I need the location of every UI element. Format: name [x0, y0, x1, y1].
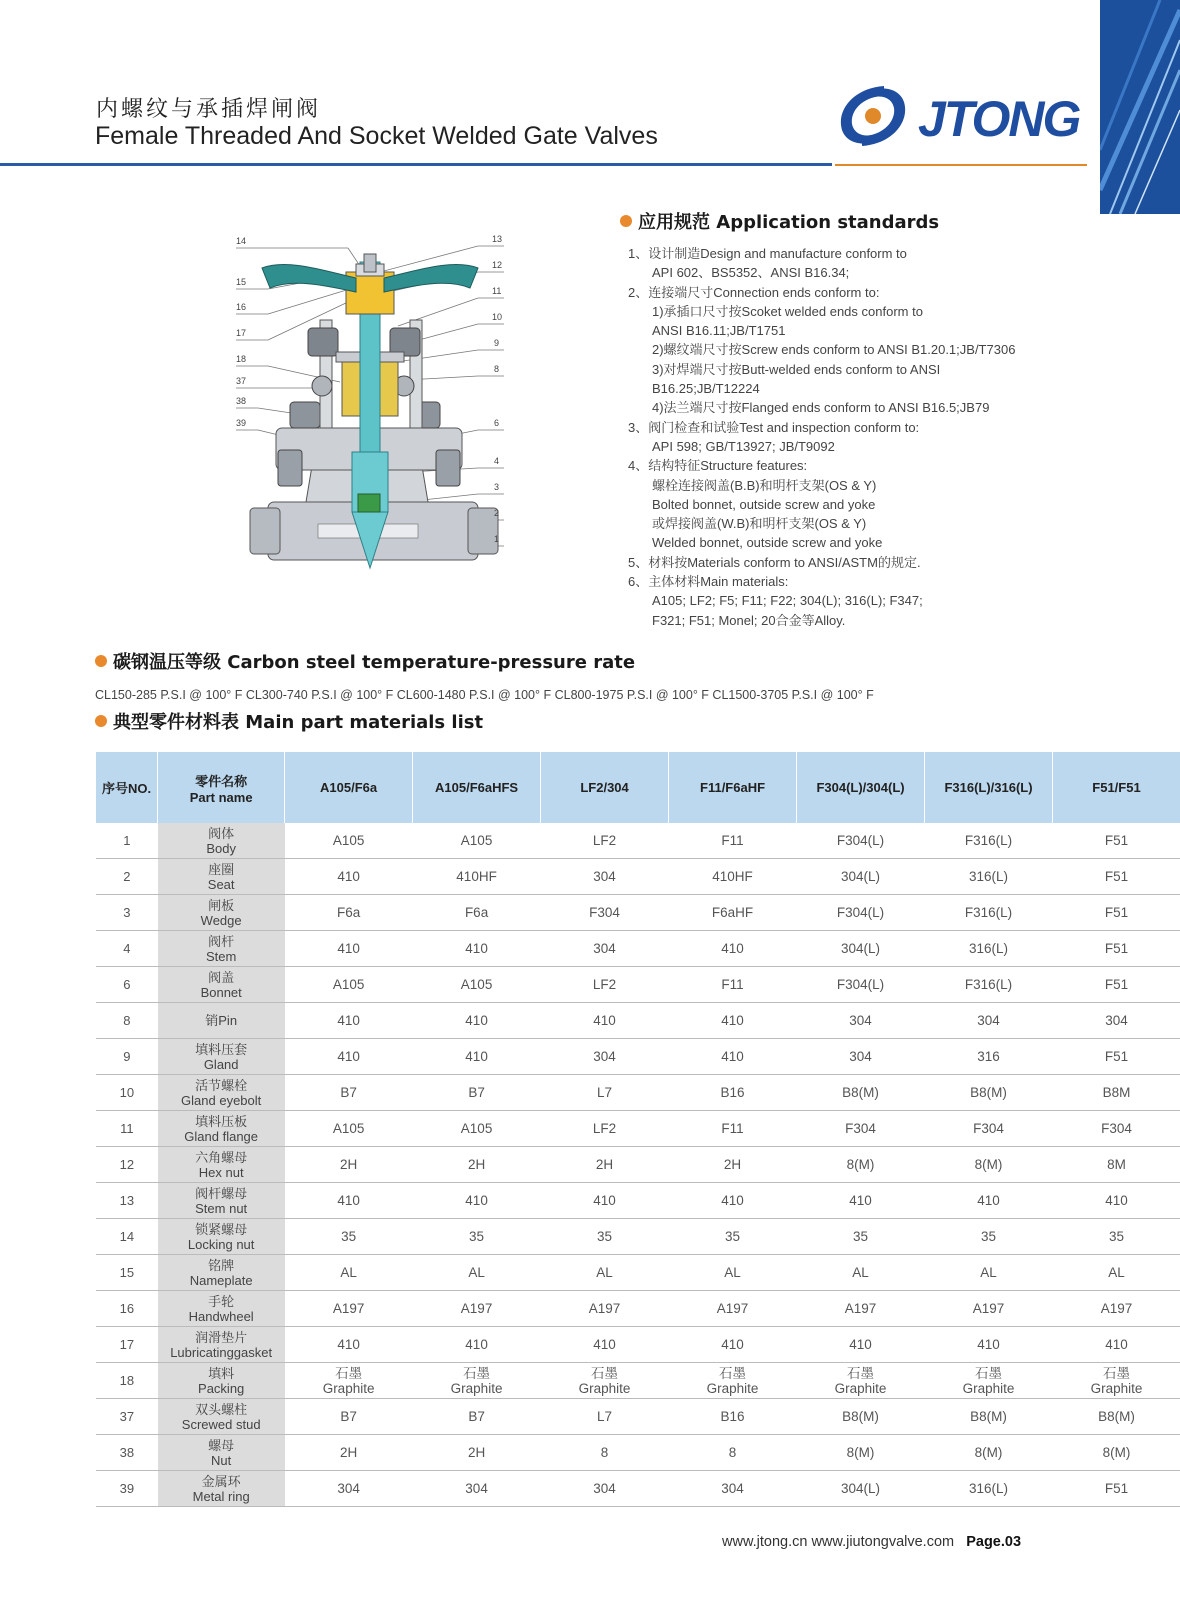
part-name: 填料压套 Gland [158, 1039, 285, 1075]
table-row [96, 1075, 1180, 1111]
table-row [96, 1111, 1180, 1147]
material-cell: A197 [1053, 1291, 1180, 1327]
material-cell: 2H [413, 1147, 541, 1183]
table-row [96, 1147, 1180, 1183]
material-cell: F11 [669, 1111, 797, 1147]
callout-left: 37 [236, 376, 247, 386]
material-cell: 304 [541, 859, 669, 895]
table-row [96, 1291, 1180, 1327]
material-cell: B8(M) [1053, 1399, 1180, 1435]
row-number: 18 [96, 1363, 158, 1399]
material-cell: B16 [669, 1075, 797, 1111]
standards-heading [620, 208, 939, 234]
material-cell: F304(L) [797, 895, 925, 931]
standards-line: A105; LF2; F5; F11; F22; 304(L); 316(L); F347; [652, 593, 923, 609]
material-cell: 8(M) [925, 1435, 1053, 1471]
table-row [96, 1255, 1180, 1291]
material-cell: A197 [413, 1291, 541, 1327]
row-number: 37 [96, 1399, 158, 1435]
material-cell: B7 [285, 1075, 413, 1111]
part-name: 螺母 Nut [158, 1435, 285, 1471]
material-cell: A197 [285, 1291, 413, 1327]
materials-table [96, 752, 1180, 1507]
logo-underline [835, 164, 1087, 166]
material-cell: 410 [541, 1003, 669, 1039]
material-cell: AL [541, 1255, 669, 1291]
table-row [96, 1039, 1180, 1075]
material-cell: 304 [541, 1471, 669, 1507]
material-cell: B7 [413, 1075, 541, 1111]
material-cell: B7 [413, 1399, 541, 1435]
material-cell: A197 [797, 1291, 925, 1327]
callout-right: 11 [492, 286, 502, 296]
rate-title: 碳钢温压等级 Carbon steel temperature-pressure rate [113, 652, 636, 673]
standards-line: 1)承插口尺寸按Scoket welded ends conform to [652, 303, 923, 319]
material-cell: F304(L) [797, 967, 925, 1003]
standards-line: ANSI B16.11;JB/T1751 [652, 323, 786, 339]
material-cell: AL [925, 1255, 1053, 1291]
material-cell: 石墨 Graphite [413, 1363, 541, 1399]
material-cell: A105 [285, 967, 413, 1003]
table-row [96, 1435, 1180, 1471]
material-cell: 410 [413, 1003, 541, 1039]
material-cell: F316(L) [925, 967, 1053, 1003]
callout-right: 9 [494, 338, 500, 348]
valve-diagram [228, 232, 512, 592]
part-name: 销Pin [158, 1003, 285, 1039]
material-cell: B8(M) [797, 1075, 925, 1111]
material-cell: F11 [669, 823, 797, 859]
part-name: 锁紧螺母 Locking nut [158, 1219, 285, 1255]
material-cell: AL [413, 1255, 541, 1291]
material-cell: 35 [669, 1219, 797, 1255]
material-cell: 2H [541, 1147, 669, 1183]
material-cell: L7 [541, 1075, 669, 1111]
material-cell: 316(L) [925, 859, 1053, 895]
material-cell: F304 [925, 1111, 1053, 1147]
material-cell: F11 [669, 967, 797, 1003]
material-cell: 410HF [413, 859, 541, 895]
footer-urls: www.jtong.cn www.jiutongvalve.com [722, 1534, 955, 1550]
material-cell: AL [285, 1255, 413, 1291]
standards-line: B16.25;JB/T12224 [652, 381, 760, 397]
material-cell: F6aHF [669, 895, 797, 931]
table-row [96, 1399, 1180, 1435]
column-header: F11/F6aHF [669, 752, 797, 823]
material-cell: 410 [669, 1183, 797, 1219]
material-cell: 410 [285, 1003, 413, 1039]
material-cell: 2H [285, 1147, 413, 1183]
material-cell: 410 [1053, 1327, 1180, 1363]
material-cell: 304 [541, 931, 669, 967]
material-cell: F304 [541, 895, 669, 931]
page-number: Page.03 [966, 1534, 1022, 1550]
material-cell: 石墨 Graphite [669, 1363, 797, 1399]
standards-line: API 598; GB/T13927; JB/T9092 [652, 438, 835, 454]
materials-title: 典型零件材料表 Main part materials list [113, 712, 484, 733]
material-cell: A197 [925, 1291, 1053, 1327]
callout-right: 10 [492, 312, 503, 322]
material-cell: 2H [285, 1435, 413, 1471]
material-cell: 35 [1053, 1219, 1180, 1255]
standards-line: Bolted bonnet, outside screw and yoke [652, 496, 876, 512]
part-name: 六角螺母 Hex nut [158, 1147, 285, 1183]
part-name: 手轮 Handwheel [158, 1291, 285, 1327]
material-cell: 35 [413, 1219, 541, 1255]
material-cell: 304 [541, 1039, 669, 1075]
material-cell: F51 [1053, 931, 1180, 967]
callout-left: 18 [236, 354, 247, 364]
material-cell: LF2 [541, 823, 669, 859]
part-name: 闸板 Wedge [158, 895, 285, 931]
material-cell: 410 [285, 1327, 413, 1363]
material-cell: 2H [413, 1435, 541, 1471]
column-header: F316(L)/316(L) [925, 752, 1053, 823]
material-cell: A105 [413, 1111, 541, 1147]
material-cell: 410 [797, 1183, 925, 1219]
material-cell: 304 [925, 1003, 1053, 1039]
material-cell: B7 [285, 1399, 413, 1435]
standards-line: 4)法兰端尺寸按Flanged ends conform to ANSI B16.5;JB79 [652, 400, 990, 416]
part-name: 座圈 Seat [158, 859, 285, 895]
material-cell: A197 [541, 1291, 669, 1327]
callout-right: 1 [494, 534, 500, 544]
material-cell: 8(M) [797, 1147, 925, 1183]
table-row [96, 967, 1180, 1003]
material-cell: 410 [413, 1183, 541, 1219]
standards-line: 2、连接端尺寸Connection ends conform to: [628, 284, 880, 300]
callout-right: 3 [494, 482, 500, 492]
material-cell: F51 [1053, 1471, 1180, 1507]
material-cell: 石墨 Graphite [1053, 1363, 1180, 1399]
bullet-dot [95, 715, 107, 727]
material-cell: 316 [925, 1039, 1053, 1075]
material-cell: 8(M) [1053, 1435, 1180, 1471]
rate-values: CL150-285 P.S.I @ 100° F CL300-740 P.S.I @ 100° F CL600-1480 P.S.I @ 100° F CL800-1975 P.S.I @ 100° F CL1500-3705 P.S.I @ 100° F [95, 688, 874, 702]
material-cell: F304 [1053, 1111, 1180, 1147]
standards-list [628, 244, 1078, 630]
material-cell: 410 [413, 1039, 541, 1075]
part-name: 阀体 Body [158, 823, 285, 859]
materials-header-row [96, 752, 1180, 823]
standards-line: Welded bonnet, outside screw and yoke [652, 535, 883, 551]
material-cell: 304(L) [797, 1471, 925, 1507]
materials-table-head [96, 752, 1180, 823]
material-cell: LF2 [541, 1111, 669, 1147]
material-cell: 石墨 Graphite [285, 1363, 413, 1399]
row-number: 8 [96, 1003, 158, 1039]
material-cell: 石墨 Graphite [541, 1363, 669, 1399]
material-cell: 8 [669, 1435, 797, 1471]
material-cell: 410 [285, 931, 413, 967]
column-header: 零件名称 Part name [158, 752, 285, 823]
standards-line: 3、阀门检查和试验Test and inspection conform to: [628, 419, 920, 435]
callout-right: 4 [494, 456, 500, 466]
material-cell: A105 [413, 823, 541, 859]
material-cell: 410 [413, 1327, 541, 1363]
callout-left: 38 [236, 396, 247, 406]
callout-left: 16 [236, 302, 247, 312]
material-cell: F304 [797, 1111, 925, 1147]
material-cell: F316(L) [925, 895, 1053, 931]
material-cell: B16 [669, 1399, 797, 1435]
table-row [96, 1003, 1180, 1039]
material-cell: 2H [669, 1147, 797, 1183]
table-row [96, 823, 1180, 859]
part-name: 阀杆螺母 Stem nut [158, 1183, 285, 1219]
standards-line: 螺栓连接阀盖(B.B)和明杆支架(OS & Y) [652, 477, 877, 493]
material-cell: 410 [669, 1039, 797, 1075]
bullet-dot [620, 215, 632, 227]
standards-line: 或焊接阀盖(W.B)和明杆支架(OS & Y) [652, 516, 867, 532]
corner-decoration [1100, 0, 1180, 214]
table-row [96, 859, 1180, 895]
material-cell: F51 [1053, 967, 1180, 1003]
header-divider [0, 163, 832, 166]
material-cell: 35 [285, 1219, 413, 1255]
column-header: F304(L)/304(L) [797, 752, 925, 823]
row-number: 16 [96, 1291, 158, 1327]
material-cell: 8M [1053, 1147, 1180, 1183]
material-cell: 410HF [669, 859, 797, 895]
material-cell: 8 [541, 1435, 669, 1471]
material-cell: F6a [413, 895, 541, 931]
table-row [96, 931, 1180, 967]
part-name: 润滑垫片 Lubricatinggasket [158, 1327, 285, 1363]
material-cell: 304 [797, 1003, 925, 1039]
material-cell: B8(M) [925, 1399, 1053, 1435]
table-row [96, 895, 1180, 931]
logo-text: JTONG [918, 91, 1080, 147]
row-number: 4 [96, 931, 158, 967]
row-number: 3 [96, 895, 158, 931]
material-cell: F51 [1053, 859, 1180, 895]
material-cell: 410 [669, 1327, 797, 1363]
material-cell: 316(L) [925, 1471, 1053, 1507]
material-cell: B8(M) [797, 1399, 925, 1435]
page-footer [722, 1534, 1021, 1550]
row-number: 10 [96, 1075, 158, 1111]
part-name: 阀杆 Stem [158, 931, 285, 967]
material-cell: B8M [1053, 1075, 1180, 1111]
page-title-en: Female Threaded And Socket Welded Gate Valves [95, 122, 658, 150]
standards-line: 6、主体材料Main materials: [628, 574, 789, 590]
table-row [96, 1219, 1180, 1255]
material-cell: 410 [413, 931, 541, 967]
material-cell: F51 [1053, 823, 1180, 859]
material-cell: 410 [925, 1327, 1053, 1363]
material-cell: 石墨 Graphite [925, 1363, 1053, 1399]
material-cell: 410 [541, 1183, 669, 1219]
material-cell: 35 [797, 1219, 925, 1255]
callout-right: 13 [492, 234, 503, 244]
material-cell: 304 [1053, 1003, 1180, 1039]
row-number: 17 [96, 1327, 158, 1363]
standards-line: 2)螺纹端尺寸按Screw ends conform to ANSI B1.20.1;JB/T7306 [652, 342, 1016, 358]
material-cell: L7 [541, 1399, 669, 1435]
row-number: 1 [96, 823, 158, 859]
material-cell: 304(L) [797, 859, 925, 895]
column-header: A105/F6a [285, 752, 413, 823]
material-cell: 410 [285, 1039, 413, 1075]
standards-title: 应用规范 Application standards [638, 212, 940, 233]
material-cell: 410 [669, 931, 797, 967]
material-cell: A105 [285, 823, 413, 859]
part-name: 金属环 Metal ring [158, 1471, 285, 1507]
standards-line: API 602、BS5352、ANSI B16.34; [652, 265, 850, 281]
material-cell: AL [669, 1255, 797, 1291]
row-number: 13 [96, 1183, 158, 1219]
material-cell: 石墨 Graphite [797, 1363, 925, 1399]
material-cell: 304 [413, 1471, 541, 1507]
material-cell: 8(M) [797, 1435, 925, 1471]
material-cell: F51 [1053, 1039, 1180, 1075]
material-cell: 410 [669, 1003, 797, 1039]
part-name: 阀盖 Bonnet [158, 967, 285, 1003]
material-cell: 35 [925, 1219, 1053, 1255]
row-number: 2 [96, 859, 158, 895]
material-cell: 304 [797, 1039, 925, 1075]
material-cell: 304(L) [797, 931, 925, 967]
callout-left: 39 [236, 418, 247, 428]
row-number: 11 [96, 1111, 158, 1147]
material-cell: F304(L) [797, 823, 925, 859]
material-cell: 410 [541, 1327, 669, 1363]
material-cell: 304 [669, 1471, 797, 1507]
material-cell: LF2 [541, 967, 669, 1003]
row-number: 6 [96, 967, 158, 1003]
material-cell: 35 [541, 1219, 669, 1255]
row-number: 12 [96, 1147, 158, 1183]
row-number: 38 [96, 1435, 158, 1471]
material-cell: 410 [797, 1327, 925, 1363]
material-cell: 410 [1053, 1183, 1180, 1219]
column-header: 序号NO. [96, 752, 158, 823]
callout-right: 8 [494, 364, 500, 374]
standards-line: F321; F51; Monel; 20合金等Alloy. [652, 612, 846, 628]
material-cell: A105 [413, 967, 541, 1003]
material-cell: 410 [925, 1183, 1053, 1219]
materials-heading [95, 708, 483, 734]
material-cell: F316(L) [925, 823, 1053, 859]
part-name: 填料 Packing [158, 1363, 285, 1399]
material-cell: 316(L) [925, 931, 1053, 967]
column-header: LF2/304 [541, 752, 669, 823]
material-cell: F51 [1053, 895, 1180, 931]
standards-line: 3)对焊端尺寸按Butt-welded ends conform to ANSI [652, 361, 941, 377]
callout-right: 6 [494, 418, 500, 428]
standards-line: 1、设计制造Design and manufacture conform to [628, 246, 907, 261]
part-name: 铭牌 Nameplate [158, 1255, 285, 1291]
callout-right: 2 [494, 508, 500, 518]
jtong-logo-mark [841, 86, 905, 146]
material-cell: 304 [285, 1471, 413, 1507]
material-cell: B8(M) [925, 1075, 1053, 1111]
standards-line: 5、材料按Materials conform to ANSI/ASTM的规定. [628, 554, 921, 570]
callout-right: 12 [492, 260, 503, 270]
part-name: 填料压板 Gland flange [158, 1111, 285, 1147]
jtong-logo [832, 76, 1092, 156]
page-title-cn: 内螺纹与承插焊闸阀 [96, 97, 322, 122]
material-cell: A197 [669, 1291, 797, 1327]
bullet-dot [95, 655, 107, 667]
rate-heading [95, 648, 635, 674]
standards-line: 4、结构特征Structure features: [628, 458, 808, 474]
column-header: F51/F51 [1053, 752, 1180, 823]
material-cell: AL [1053, 1255, 1180, 1291]
table-row [96, 1363, 1180, 1399]
row-number: 39 [96, 1471, 158, 1507]
part-name: 双头螺柱 Screwed stud [158, 1399, 285, 1435]
material-cell: A105 [285, 1111, 413, 1147]
callout-left: 17 [236, 328, 247, 338]
callout-left: 15 [236, 277, 247, 287]
material-cell: 410 [285, 1183, 413, 1219]
row-number: 9 [96, 1039, 158, 1075]
callout-left: 14 [236, 236, 247, 246]
materials-table-body [96, 823, 1180, 1507]
row-number: 14 [96, 1219, 158, 1255]
table-row [96, 1471, 1180, 1507]
part-name: 活节螺栓 Gland eyebolt [158, 1075, 285, 1111]
material-cell: 410 [285, 859, 413, 895]
material-cell: 8(M) [925, 1147, 1053, 1183]
table-row [96, 1183, 1180, 1219]
material-cell: F6a [285, 895, 413, 931]
row-number: 15 [96, 1255, 158, 1291]
column-header: A105/F6aHFS [413, 752, 541, 823]
material-cell: AL [797, 1255, 925, 1291]
table-row [96, 1327, 1180, 1363]
